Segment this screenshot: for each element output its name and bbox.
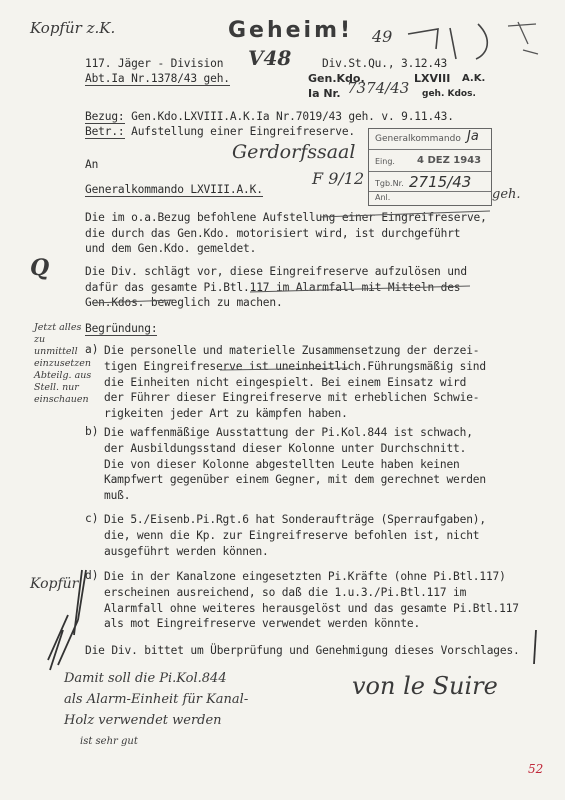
margin-note-line: unmittell: [34, 346, 78, 357]
text-line: und dem Gen.Kdo. gemeldet.: [85, 242, 257, 255]
recipient: Generalkommando LXVIII.A.K.: [85, 183, 263, 196]
text-line: dafür das gesamte Pi.Btl.117 im Alarmfall mit Mitteln des: [85, 280, 461, 294]
bottom-note-line: ist sehr gut: [80, 736, 138, 747]
text-line: der Führer dieser Eingreifreserve mit erheblichen Schwie-: [104, 391, 480, 405]
text-line: rigkeiten jeder Art zu kämpfen haben.: [104, 407, 348, 421]
bottom-note-line: Holz verwendet werden: [64, 713, 222, 728]
tgb-number: 2715/43: [409, 173, 472, 191]
bezug-text: Gen.Kdo.LXVIII.A.K.Ia Nr.7019/43 geh. v. 9.11.43.: [131, 110, 454, 123]
anl-label: Anl.: [375, 193, 391, 202]
betr-label: Betr.:: [85, 125, 125, 138]
text-line: der Ausbildungsstand dieser Kolonne unter Durchschnitt.: [104, 441, 467, 455]
margin-note-line: einzusetzen: [34, 358, 91, 369]
hand-note-top-left: Kopfür z.K.: [30, 19, 116, 37]
text-line: die durch das Gen.Kdo. motorisiert wird, ist durchgeführt: [85, 226, 461, 240]
begruendung-heading: Begründung:: [85, 322, 158, 335]
text-line: Die 5./Eisenb.Pi.Rgt.6 hat Sonderaufträge (Sperraufgaben),: [104, 513, 486, 526]
page-number: 52: [528, 762, 544, 776]
closing-line: Die Div. bittet um Überprüfung und Genehmigung dieses Vorschlages.: [85, 644, 520, 657]
item-label: a): [85, 343, 99, 356]
corps-number: LXVIII: [414, 72, 451, 85]
text-line: muß.: [104, 489, 131, 503]
gen-kdo-stamp: Gen.Kdo.: [308, 72, 365, 85]
bezug-label: Bezug:: [85, 110, 125, 123]
item-label: d): [85, 569, 99, 582]
bottom-note-line: Damit soll die Pi.Kol.844: [64, 671, 227, 686]
text-line: die Einheiten nicht eingespielt. Bei einem Einsatz wird: [104, 375, 467, 389]
division-name: 117. Jäger - Division: [85, 57, 224, 70]
margin-note-line: Stell. nur: [34, 382, 79, 393]
reference-number: Abt.Ia Nr.1378/43 geh.: [85, 72, 230, 85]
receipt-stamp-title: Generalkommando: [375, 134, 461, 144]
geh-kdos: geh. Kdos.: [422, 89, 476, 99]
text-line: Die im o.a.Bezug befohlene Aufstellung einer Eingreifreserve,: [85, 211, 487, 224]
text-line: Gen.Kdos. beweglich zu machen.: [85, 296, 283, 309]
item-label: c): [85, 512, 99, 525]
addressee-an: An: [85, 158, 99, 171]
margin-q-mark: Q: [30, 255, 50, 281]
text-line: ausgeführt werden können.: [104, 544, 269, 558]
text-line: Die waffenmäßige Ausstattung der Pi.Kol.844 ist schwach,: [104, 426, 473, 439]
text-line: die, wenn die Kp. zur Eingreifreserve befohlen ist, nicht: [104, 528, 480, 542]
tgb-suffix: geh.: [492, 187, 521, 202]
text-line: Die Div. schlägt vor, diese Eingreifreserve aufzulösen und: [85, 265, 467, 278]
geheim-stamp: Geheim!: [228, 18, 354, 43]
ia-number-hand: 7374/43: [347, 79, 410, 97]
text-line: Die in der Kanalzone eingesetzten Pi.Kräfte (ohne Pi.Btl.117): [104, 570, 506, 583]
hand-date: F 9/12: [312, 169, 365, 188]
margin-note-line: zu: [34, 334, 46, 345]
text-line: als mot Eingreifreserve verwendet werden könnte.: [104, 617, 421, 631]
betr-text: Aufstellung einer Eingreifreserve.: [131, 125, 356, 138]
text-line: Kampfwert gegenüber einem Gegner, mit dem gerechnet werden: [104, 473, 486, 487]
text-line: Die personelle und materielle Zusammensetzung der derzei-: [104, 344, 480, 357]
margin-kopfuer: Kopfür: [30, 576, 79, 592]
margin-note-line: Abteilg. aus: [34, 370, 92, 381]
commander-signature: von le Suire: [352, 672, 498, 700]
eing-date: 4 DEZ 1943: [417, 155, 482, 166]
text-line: tigen Eingreifreserve ist uneinheitlich.Führungsmäßig sind: [104, 359, 486, 373]
hand-number: 49: [372, 27, 393, 46]
margin-note-line: einschauen: [34, 394, 89, 405]
ia-number-label: Ia Nr.: [308, 87, 341, 100]
text-line: Alarmfall ohne weiteres herausgelöst und das gesamte Pi.Btl.117: [104, 601, 519, 615]
tgb-label: Tgb.Nr.: [375, 179, 404, 188]
hand-folio: V48: [248, 46, 292, 70]
bottom-note-line: als Alarm-Einheit für Kanal-: [64, 692, 249, 707]
margin-note-line: Jetzt alles: [34, 322, 82, 333]
location-date: Div.St.Qu., 3.12.43: [322, 57, 448, 70]
receipt-hand-mark: Ja: [467, 129, 479, 144]
eing-label: Eing.: [375, 157, 395, 166]
hand-signature-top: Gerdorfssaal: [232, 141, 356, 163]
item-label: b): [85, 425, 99, 438]
text-line: Die von dieser Kolonne abgestellten Leute haben keinen: [104, 457, 460, 471]
text-line: erscheinen ausreichend, so daß die 1.u.3./Pi.Btl.117 im: [104, 585, 467, 599]
corps-suffix: A.K.: [462, 73, 486, 84]
